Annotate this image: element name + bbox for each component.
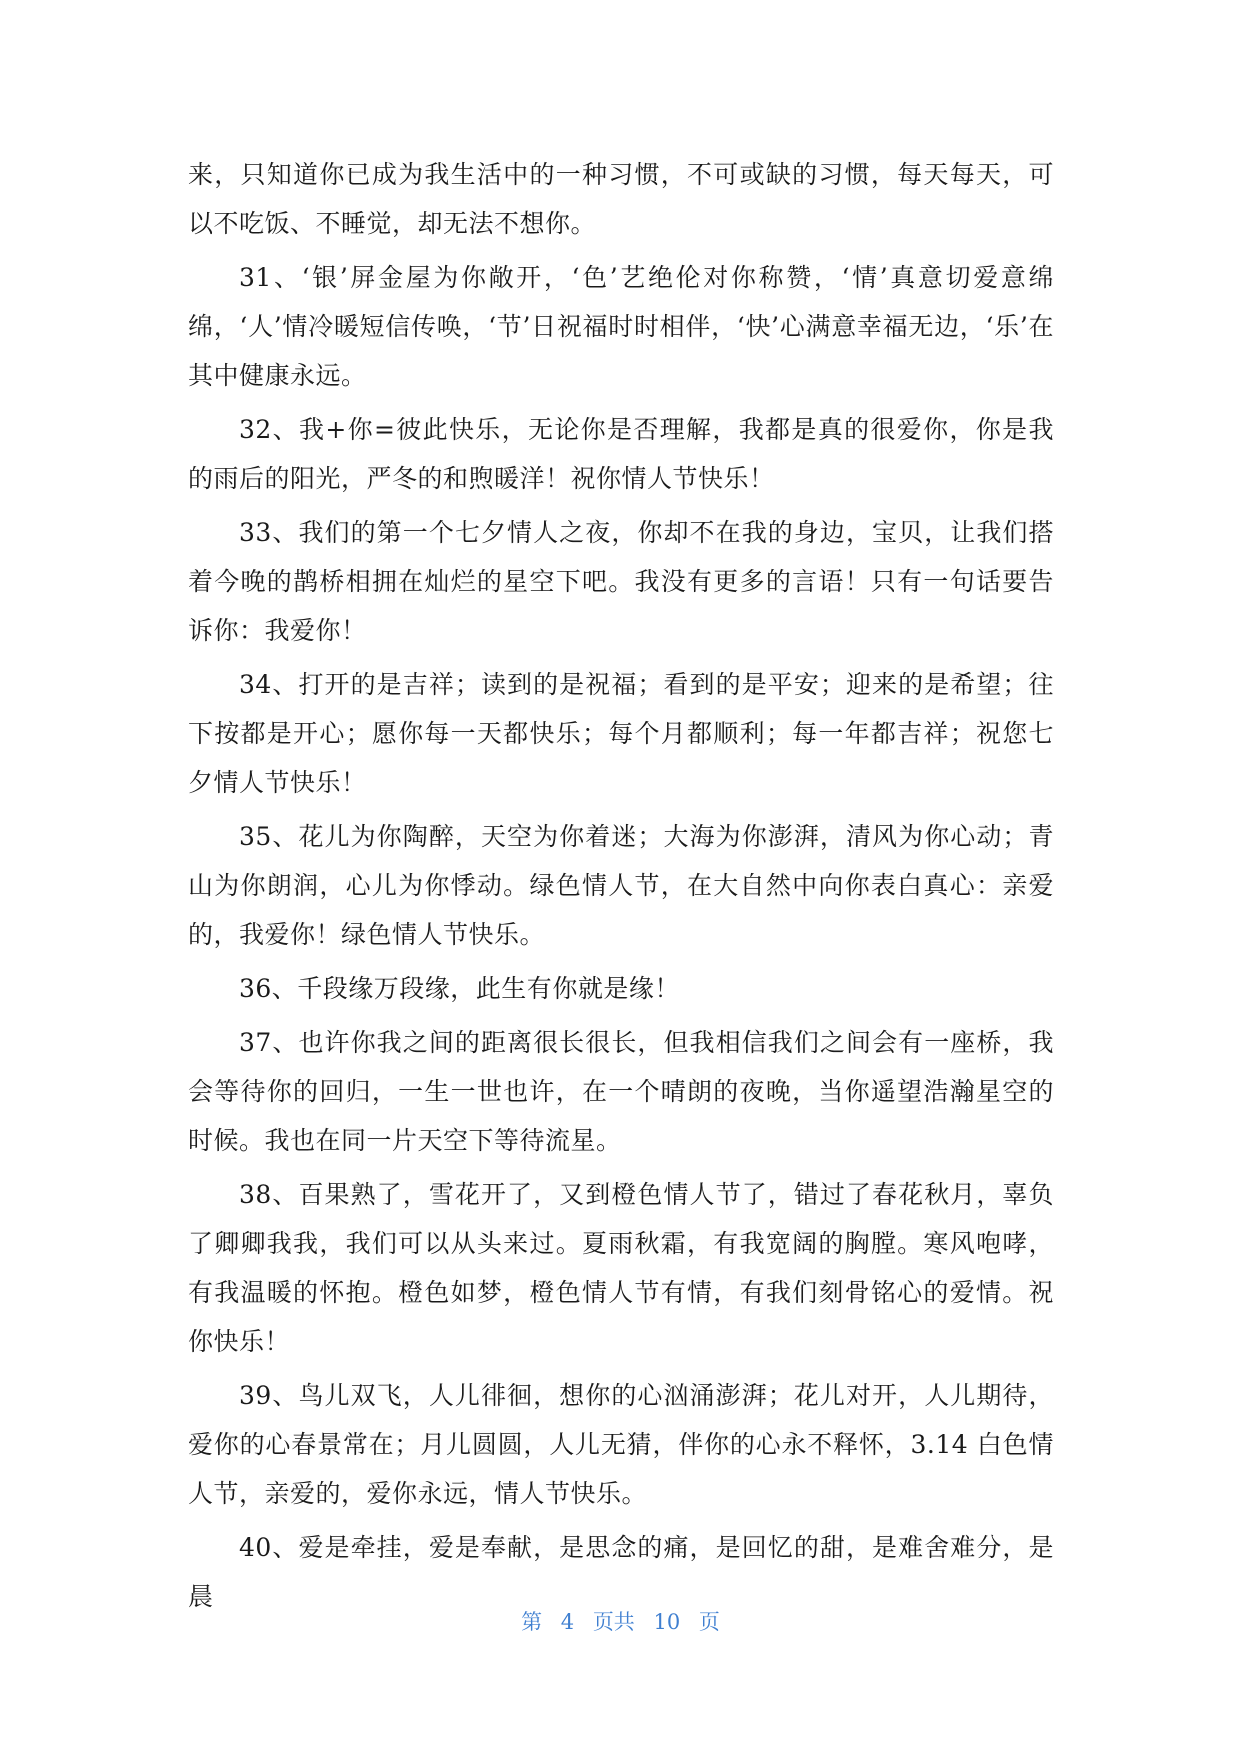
paragraph-34: 34、打开的是吉祥；读到的是祝福；看到的是平安；迎来的是希望；往下按都是开心；愿你每一天都快乐；每个月都顺利；每一年都吉祥；祝您七夕情人节快乐！	[188, 670, 1054, 797]
paragraph-37: 37、也许你我之间的距离很长很长，但我相信我们之间会有一座桥，我会等待你的回归，一生一世也许，在一个晴朗的夜晚，当你遥望浩瀚星空的时候。我也在同一片天空下等待流星。	[188, 1028, 1054, 1155]
footer-suffix: 页	[698, 1610, 720, 1634]
paragraph-40: 40、爱是牵挂，爱是奉献，是思念的痛，是回忆的甜，是难舍难分，是晨	[188, 1533, 1054, 1611]
paragraph-33: 33、我们的第一个七夕情人之夜，你却不在我的身边，宝贝，让我们搭着今晚的鹊桥相拥在灿烂的星空下吧。我没有更多的言语！只有一句话要告诉你：我爱你！	[188, 518, 1054, 645]
footer-total-pages: 10	[653, 1610, 681, 1634]
document-body	[188, 150, 1054, 1626]
footer-middle: 页共	[592, 1610, 635, 1634]
footer-prefix: 第	[521, 1610, 543, 1634]
paragraph-31: 31、‘银’屏金屋为你敞开，‘色’艺绝伦对你称赞，‘情’真意切爱意绵绵，‘人’情冷暖短信传唤，‘节’日祝福时时相伴，‘快’心满意幸福无边，‘乐’在其中健康永远。	[188, 263, 1054, 390]
paragraph-continued: 来，只知道你已成为我生活中的一种习惯，不可或缺的习惯，每天每天，可以不吃饭、不睡觉，却无法不想你。	[188, 160, 1054, 238]
page-footer	[0, 1606, 1241, 1636]
paragraph-32: 32、我+你=彼此快乐，无论你是否理解，我都是真的很爱你，你是我的雨后的阳光，严冬的和煦暖洋！祝你情人节快乐！	[188, 415, 1054, 493]
footer-current-page: 4	[560, 1610, 575, 1634]
paragraph-35: 35、花儿为你陶醉，天空为你着迷；大海为你澎湃，清风为你心动；青山为你朗润，心儿为你悸动。绿色情人节，在大自然中向你表白真心：亲爱的，我爱你！绿色情人节快乐。	[188, 822, 1054, 949]
paragraph-39: 39、鸟儿双飞，人儿徘徊，想你的心汹涌澎湃；花儿对开，人儿期待，爱你的心春景常在；月儿圆圆，人儿无猜，伴你的心永不释怀，3.14 白色情人节，亲爱的，爱你永远，情人节快乐。	[188, 1381, 1054, 1508]
paragraph-38: 38、百果熟了，雪花开了，又到橙色情人节了，错过了春花秋月，辜负了卿卿我我，我们可以从头来过。夏雨秋霜，有我宽阔的胸膛。寒风咆哮，有我温暖的怀抱。橙色如梦，橙色情人节有情，有我们刻骨铭心的爱情。祝你快乐！	[188, 1180, 1054, 1356]
paragraph-36: 36、千段缘万段缘，此生有你就是缘！	[239, 974, 680, 1003]
